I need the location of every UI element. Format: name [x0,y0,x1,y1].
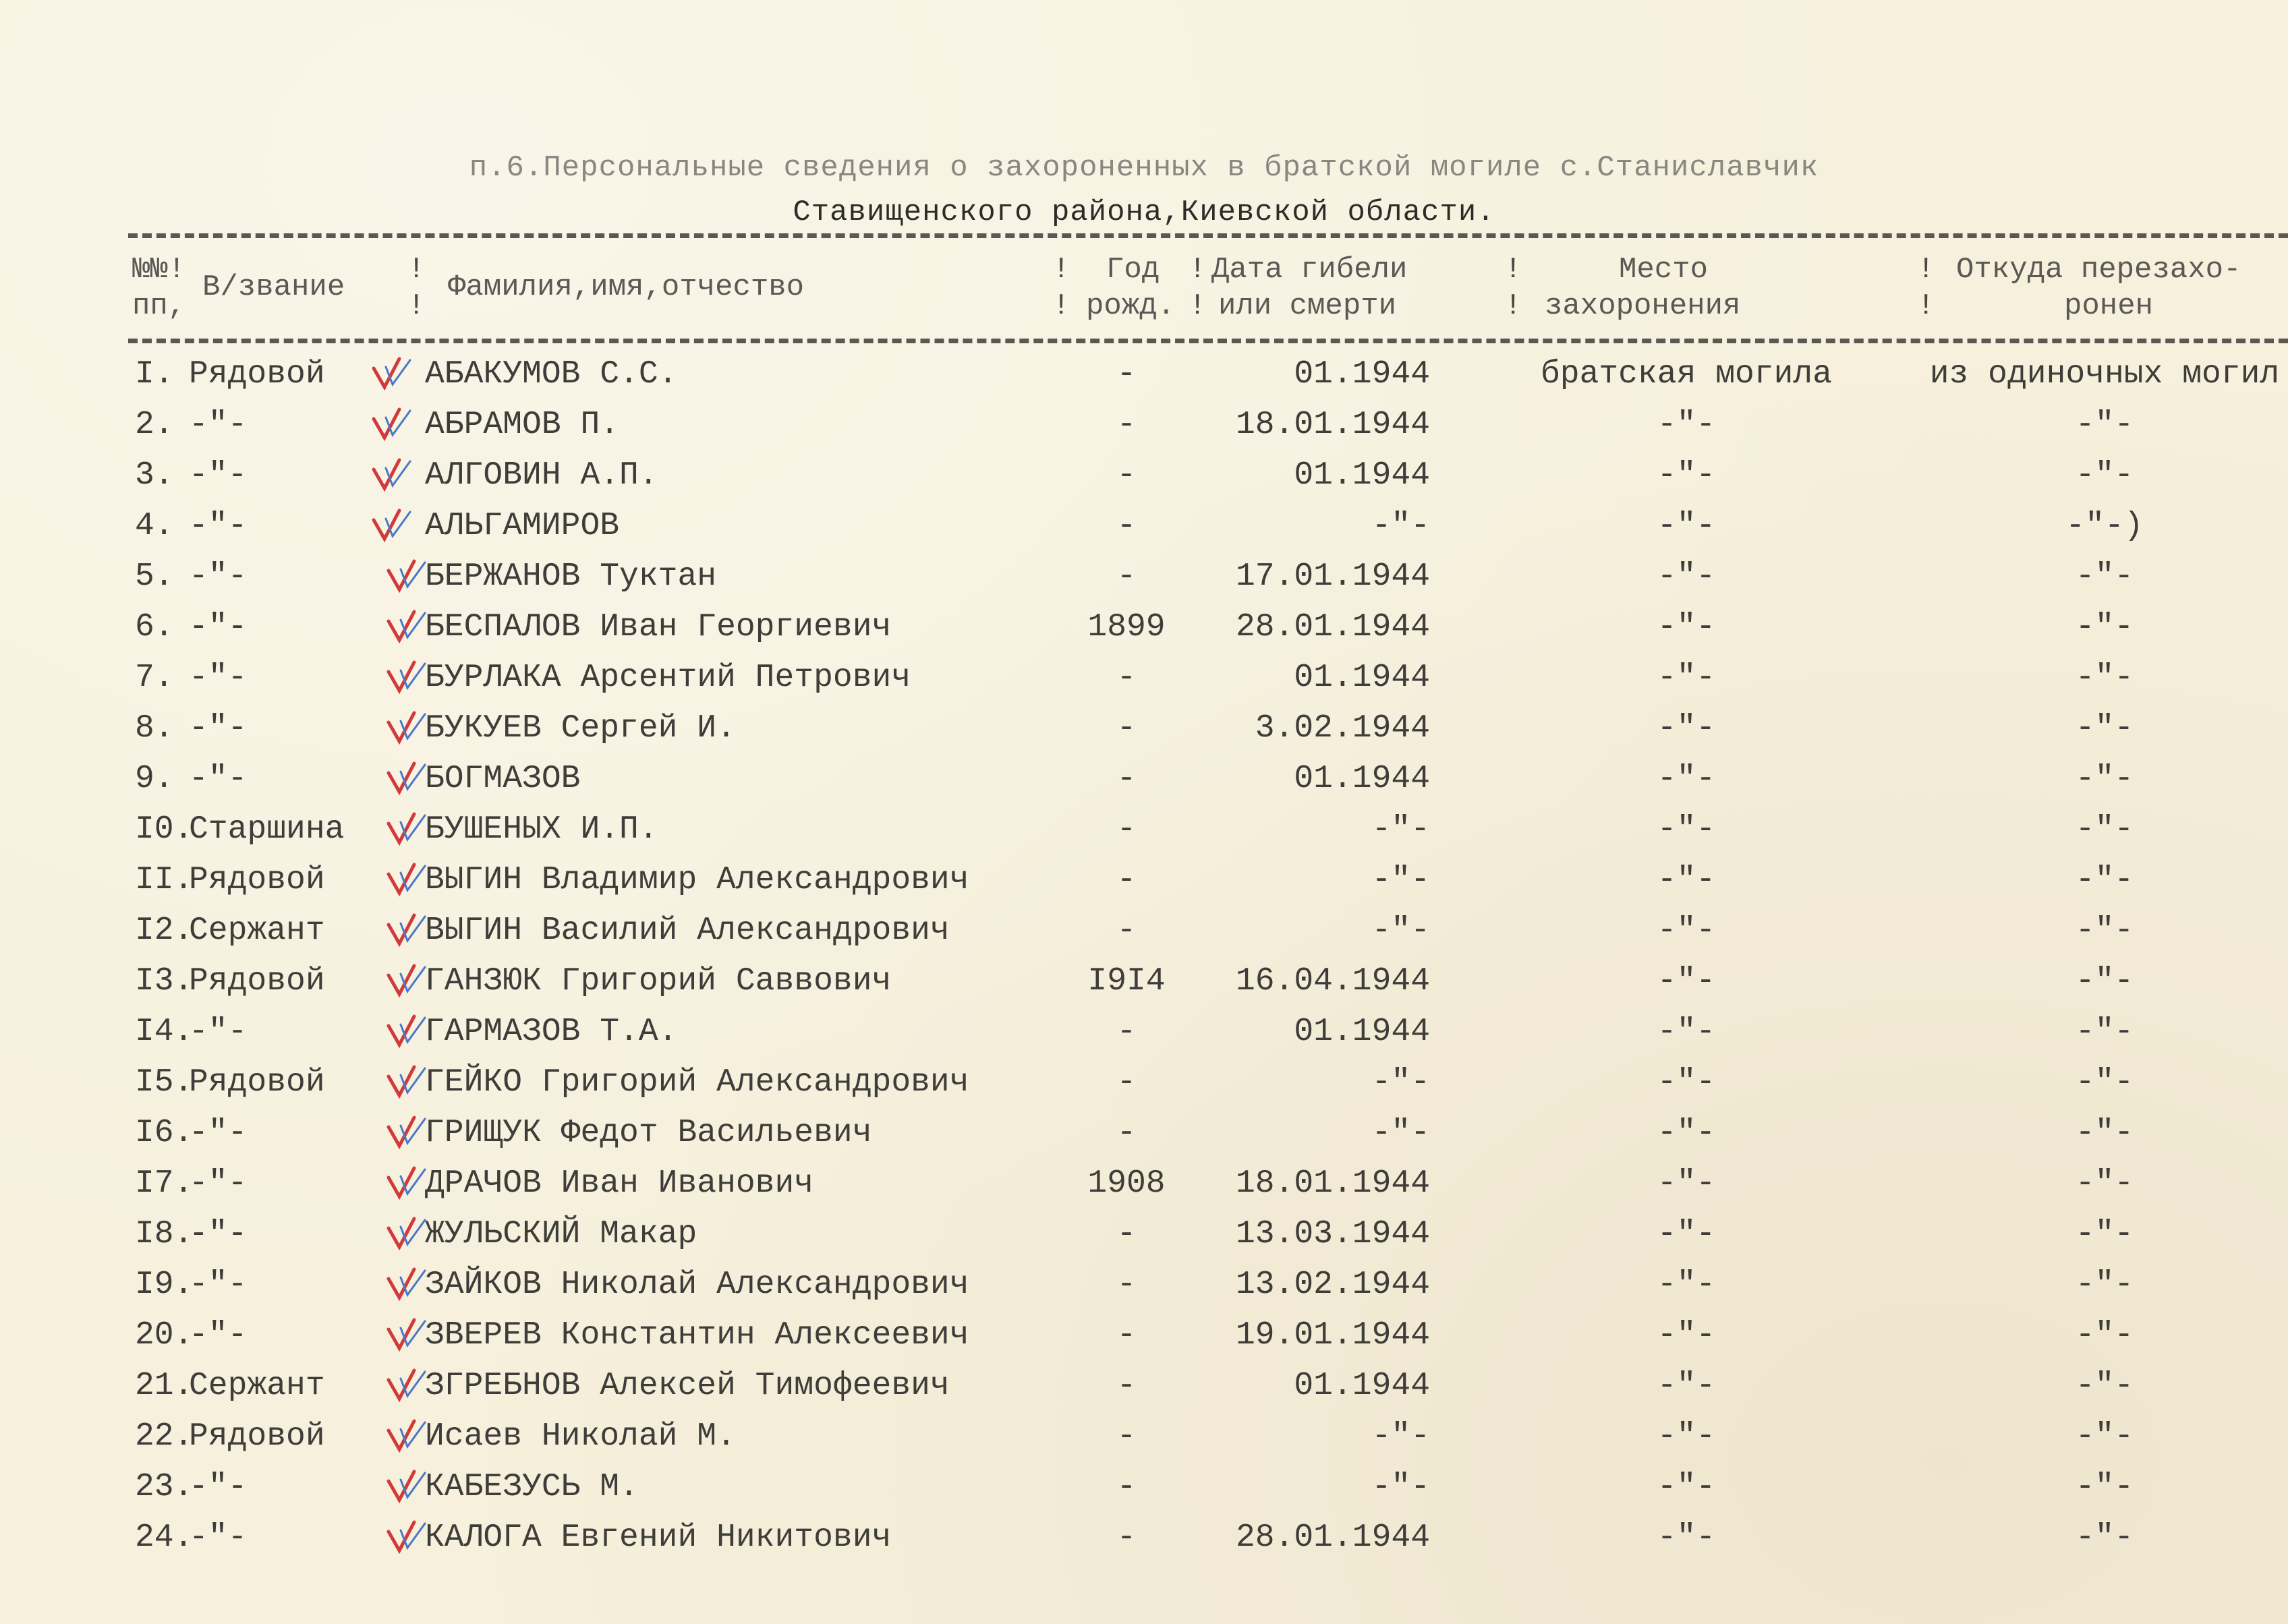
row-name: БЕСПАЛОВ Иван Георгиевич [425,609,892,645]
row-name: ГАНЗЮК Григорий Саввович [425,963,892,999]
row-rank: Рядовой [189,862,325,898]
check-mark-icon [384,1416,438,1456]
row-number: I. [135,356,174,393]
row-rank: -"- [189,710,248,747]
document-title-line1: п.6.Персональные сведения о захороненных в братской могиле с.Станиславчик [469,151,1819,185]
row-birth-year: - [1116,912,1137,949]
row-rank: -"- [189,609,248,645]
check-mark-icon [384,1365,438,1405]
row-burial-place: -"- [1657,963,1716,999]
table-row [0,1463,2288,1511]
row-burial-place: -"- [1657,811,1716,848]
row-reburied-from: -"-) [2065,508,2144,544]
row-death-date: 01.1944 [1294,1368,1430,1404]
header-num-line1: №№! [132,253,186,287]
row-death-date: 18.01.1944 [1235,1165,1430,1202]
header-separator: ! [1189,289,1207,323]
row-number: I3. [135,963,194,999]
row-burial-place: -"- [1657,558,1716,595]
header-bottom-rule [128,339,2288,343]
row-burial-place: -"- [1657,761,1716,797]
row-birth-year: - [1116,1014,1137,1050]
row-reburied-from: -"- [2075,1064,2134,1101]
check-mark-icon [384,707,438,748]
row-number: I7. [135,1165,194,1202]
check-mark-icon [384,859,438,900]
table-row [0,1109,2288,1157]
row-reburied-from: -"- [2075,1014,2134,1050]
table-row [0,1413,2288,1460]
row-reburied-from: -"- [2075,407,2134,443]
row-name: ВЫГИН Василий Александрович [425,912,950,949]
row-rank: -"- [189,1165,248,1202]
row-name: КАБЕЗУСЬ М. [425,1469,639,1505]
row-death-date: 01.1944 [1294,1014,1430,1050]
row-number: 4. [135,508,174,544]
row-birth-year: - [1116,710,1137,747]
row-number: I9. [135,1267,194,1303]
row-death-date: -"- [1371,1469,1430,1505]
row-burial-place: -"- [1657,1014,1716,1050]
header-name: Фамилия,имя,отчество [448,270,805,304]
row-rank: Рядовой [189,1418,325,1455]
row-burial-place: -"- [1657,1317,1716,1354]
header-from-line1: Откуда перезахо- [1956,253,2241,287]
row-birth-year: - [1116,811,1137,848]
check-mark-icon [384,1517,438,1557]
row-number: 3. [135,457,174,494]
row-rank: -"- [189,1216,248,1252]
row-birth-year: - [1116,1216,1137,1252]
row-number: 22. [135,1418,194,1455]
row-burial-place: -"- [1657,1418,1716,1455]
header-year-line1: Год [1106,253,1160,287]
row-death-date: 3.02.1944 [1255,710,1430,747]
header-year-line2: рожд. [1086,289,1176,323]
check-mark-icon [384,1314,438,1355]
row-birth-year: - [1116,1418,1137,1455]
row-birth-year: 1908 [1087,1165,1166,1202]
row-death-date: 17.01.1944 [1235,558,1430,595]
header-date-line1: Дата гибели [1211,253,1408,287]
table-row [0,1211,2288,1258]
row-rank: Рядовой [189,356,325,393]
row-reburied-from: -"- [2075,660,2134,696]
row-name: БУРЛАКА Арсентий Петрович [425,660,911,696]
row-rank: -"- [189,1317,248,1354]
row-rank: Рядовой [189,963,325,999]
row-name: ЗАЙКОВ Николай Александрович [425,1267,969,1303]
row-birth-year: - [1116,407,1137,443]
row-number: I4. [135,1014,194,1050]
row-death-date: 18.01.1944 [1235,407,1430,443]
row-death-date: -"- [1371,912,1430,949]
row-birth-year: - [1116,862,1137,898]
row-burial-place: -"- [1657,1115,1716,1151]
check-mark-icon [384,960,438,1001]
row-name: Исаев Николай М. [425,1418,736,1455]
row-burial-place: -"- [1657,1519,1716,1556]
row-death-date: 01.1944 [1294,457,1430,494]
row-reburied-from: -"- [2075,1519,2134,1556]
row-number: I2. [135,912,194,949]
row-birth-year: - [1116,457,1137,494]
row-death-date: -"- [1371,1064,1430,1101]
header-rank: В/звание [202,270,345,304]
row-number: 5. [135,558,174,595]
table-row [0,1261,2288,1308]
table-row [0,958,2288,1005]
check-mark-icon [384,606,438,647]
row-death-date: 19.01.1944 [1235,1317,1430,1354]
check-mark-icon [370,455,424,495]
row-name: КАЛОГА Евгений Никитович [425,1519,892,1556]
header-separator: ! [1504,253,1522,287]
row-death-date: -"- [1371,1418,1430,1455]
document-title-line2: Ставищенского района,Киевской области. [793,196,1495,229]
row-burial-place: -"- [1657,1469,1716,1505]
header-separator: ! [1189,253,1207,287]
row-death-date: 16.04.1944 [1235,963,1430,999]
row-reburied-from: -"- [2075,963,2134,999]
row-burial-place: -"- [1657,710,1716,747]
row-rank: Рядовой [189,1064,325,1101]
row-name: АЛГОВИН А.П. [425,457,658,494]
row-death-date: 13.03.1944 [1235,1216,1430,1252]
row-reburied-from: -"- [2075,710,2134,747]
check-mark-icon [384,910,438,950]
row-name: БОГМАЗОВ [425,761,581,797]
row-burial-place: -"- [1657,407,1716,443]
row-number: I0. [135,811,194,848]
row-death-date: -"- [1371,811,1430,848]
row-rank: Сержант [189,912,325,949]
table-row [0,705,2288,752]
row-burial-place: -"- [1657,609,1716,645]
row-name: ЗВЕРЕВ Константин Алексеевич [425,1317,969,1354]
row-burial-place: -"- [1657,862,1716,898]
table-row [0,401,2288,448]
row-number: 20. [135,1317,194,1354]
row-rank: Сержант [189,1368,325,1404]
row-name: ДРАЧОВ Иван Иванович [425,1165,814,1202]
row-burial-place: -"- [1657,1267,1716,1303]
table-row [0,1160,2288,1207]
row-number: II. [135,862,194,898]
header-separator: ! [1052,289,1070,323]
row-number: 7. [135,660,174,696]
table-row [0,1312,2288,1359]
row-rank: -"- [189,407,248,443]
row-number: 21. [135,1368,194,1404]
table-row [0,1362,2288,1410]
row-name: ГАРМАЗОВ Т.А. [425,1014,678,1050]
table-row [0,553,2288,600]
row-birth-year: I9I4 [1087,963,1166,999]
row-number: 9. [135,761,174,797]
table-row [0,907,2288,954]
check-mark-icon [384,809,438,849]
header-from-line2: ронен [2064,289,2154,323]
check-mark-icon [384,556,438,596]
row-death-date: 28.01.1944 [1235,1519,1430,1556]
header-date-line2: или смерти [1218,289,1397,323]
row-death-date: -"- [1371,862,1430,898]
row-burial-place: -"- [1657,660,1716,696]
row-burial-place: -"- [1657,1368,1716,1404]
row-number: 8. [135,710,174,747]
check-mark-icon [384,1163,438,1203]
row-number: 6. [135,609,174,645]
row-rank: -"- [189,457,248,494]
row-name: ВЫГИН Владимир Александрович [425,862,969,898]
header-separator: ! [1917,253,1935,287]
row-birth-year: - [1116,761,1137,797]
table-row [0,806,2288,853]
row-birth-year: - [1116,1368,1137,1404]
row-reburied-from: -"- [2075,1469,2134,1505]
row-burial-place: -"- [1657,1165,1716,1202]
header-separator: ! [407,253,426,287]
header-separator: ! [1917,289,1935,323]
check-mark-icon [384,1213,438,1254]
row-burial-place: братская могила [1540,356,1833,393]
row-number: 23. [135,1469,194,1505]
row-name: АБАКУМОВ С.С. [425,356,678,393]
header-top-rule [128,233,2288,238]
row-reburied-from: -"- [2075,761,2134,797]
row-burial-place: -"- [1657,912,1716,949]
check-mark-icon [384,1264,438,1304]
row-number: I5. [135,1064,194,1101]
row-name: БУШЕНЫХ И.П. [425,811,658,848]
table-row [0,452,2288,499]
check-mark-icon [370,505,424,546]
row-rank: -"- [189,1469,248,1505]
header-separator: ! [1052,253,1070,287]
row-birth-year: - [1116,1115,1137,1151]
row-reburied-from: -"- [2075,862,2134,898]
check-mark-icon [370,404,424,444]
row-reburied-from: -"- [2075,1368,2134,1404]
check-mark-icon [384,657,438,697]
row-reburied-from: -"- [2075,912,2134,949]
row-reburied-from: -"- [2075,1267,2134,1303]
row-death-date: 01.1944 [1294,761,1430,797]
row-reburied-from: -"- [2075,1115,2134,1151]
header-num-line2: пп, [132,289,186,323]
row-name: БУКУЕВ Сергей И. [425,710,736,747]
header-separator: ! [1504,289,1522,323]
row-birth-year: - [1116,508,1137,544]
row-number: I8. [135,1216,194,1252]
row-birth-year: - [1116,660,1137,696]
row-number: I6. [135,1115,194,1151]
row-name: ГЕЙКО Григорий Александрович [425,1064,969,1101]
row-rank: -"- [189,660,248,696]
row-rank: -"- [189,508,248,544]
check-mark-icon [384,758,438,799]
row-death-date: -"- [1371,1115,1430,1151]
table-row [0,1514,2288,1561]
row-name: ГРИЩУК Федот Васильевич [425,1115,872,1151]
header-place-line1: Место [1619,253,1709,287]
row-birth-year: - [1116,1064,1137,1101]
row-burial-place: -"- [1657,1216,1716,1252]
row-burial-place: -"- [1657,1064,1716,1101]
table-row [0,1059,2288,1106]
row-rank: -"- [189,558,248,595]
row-number: 24. [135,1519,194,1556]
row-name: АЛЬГАМИРОВ [425,508,620,544]
row-rank: -"- [189,1115,248,1151]
row-rank: -"- [189,1014,248,1050]
row-reburied-from: -"- [2075,811,2134,848]
row-name: БЕРЖАНОВ Туктан [425,558,717,595]
row-birth-year: - [1116,356,1137,393]
row-death-date: 01.1944 [1294,356,1430,393]
row-reburied-from: -"- [2075,1216,2134,1252]
header-separator: ! [407,289,426,323]
row-rank: -"- [189,1267,248,1303]
row-reburied-from: -"- [2075,1165,2134,1202]
row-birth-year: - [1116,1469,1137,1505]
table-row [0,1008,2288,1055]
table-row [0,857,2288,904]
header-place-line2: захоронения [1545,289,1741,323]
row-reburied-from: -"- [2075,1317,2134,1354]
row-death-date: 13.02.1944 [1235,1267,1430,1303]
row-rank: Старшина [189,811,345,848]
row-reburied-from: из одиночных могил [1929,356,2280,393]
table-row [0,755,2288,803]
row-name: ЗГРЕБНОВ Алексей Тимофеевич [425,1368,950,1404]
row-reburied-from: -"- [2075,457,2134,494]
table-row [0,502,2288,550]
check-mark-icon [384,1011,438,1051]
row-burial-place: -"- [1657,508,1716,544]
row-reburied-from: -"- [2075,1418,2134,1455]
row-birth-year: - [1116,1317,1137,1354]
row-name: АБРАМОВ П. [425,407,620,443]
table-row [0,351,2288,398]
table-row [0,604,2288,651]
row-birth-year: 1899 [1087,609,1166,645]
row-death-date: 01.1944 [1294,660,1430,696]
check-mark-icon [384,1062,438,1102]
row-birth-year: - [1116,1519,1137,1556]
row-number: 2. [135,407,174,443]
row-death-date: 28.01.1944 [1235,609,1430,645]
row-burial-place: -"- [1657,457,1716,494]
check-mark-icon [370,353,424,394]
check-mark-icon [384,1466,438,1507]
table-row [0,654,2288,701]
row-death-date: -"- [1371,508,1430,544]
row-birth-year: - [1116,558,1137,595]
row-reburied-from: -"- [2075,609,2134,645]
check-mark-icon [384,1112,438,1153]
row-reburied-from: -"- [2075,558,2134,595]
row-name: ЖУЛЬСКИЙ Макар [425,1216,697,1252]
row-rank: -"- [189,761,248,797]
row-birth-year: - [1116,1267,1137,1303]
row-rank: -"- [189,1519,248,1556]
